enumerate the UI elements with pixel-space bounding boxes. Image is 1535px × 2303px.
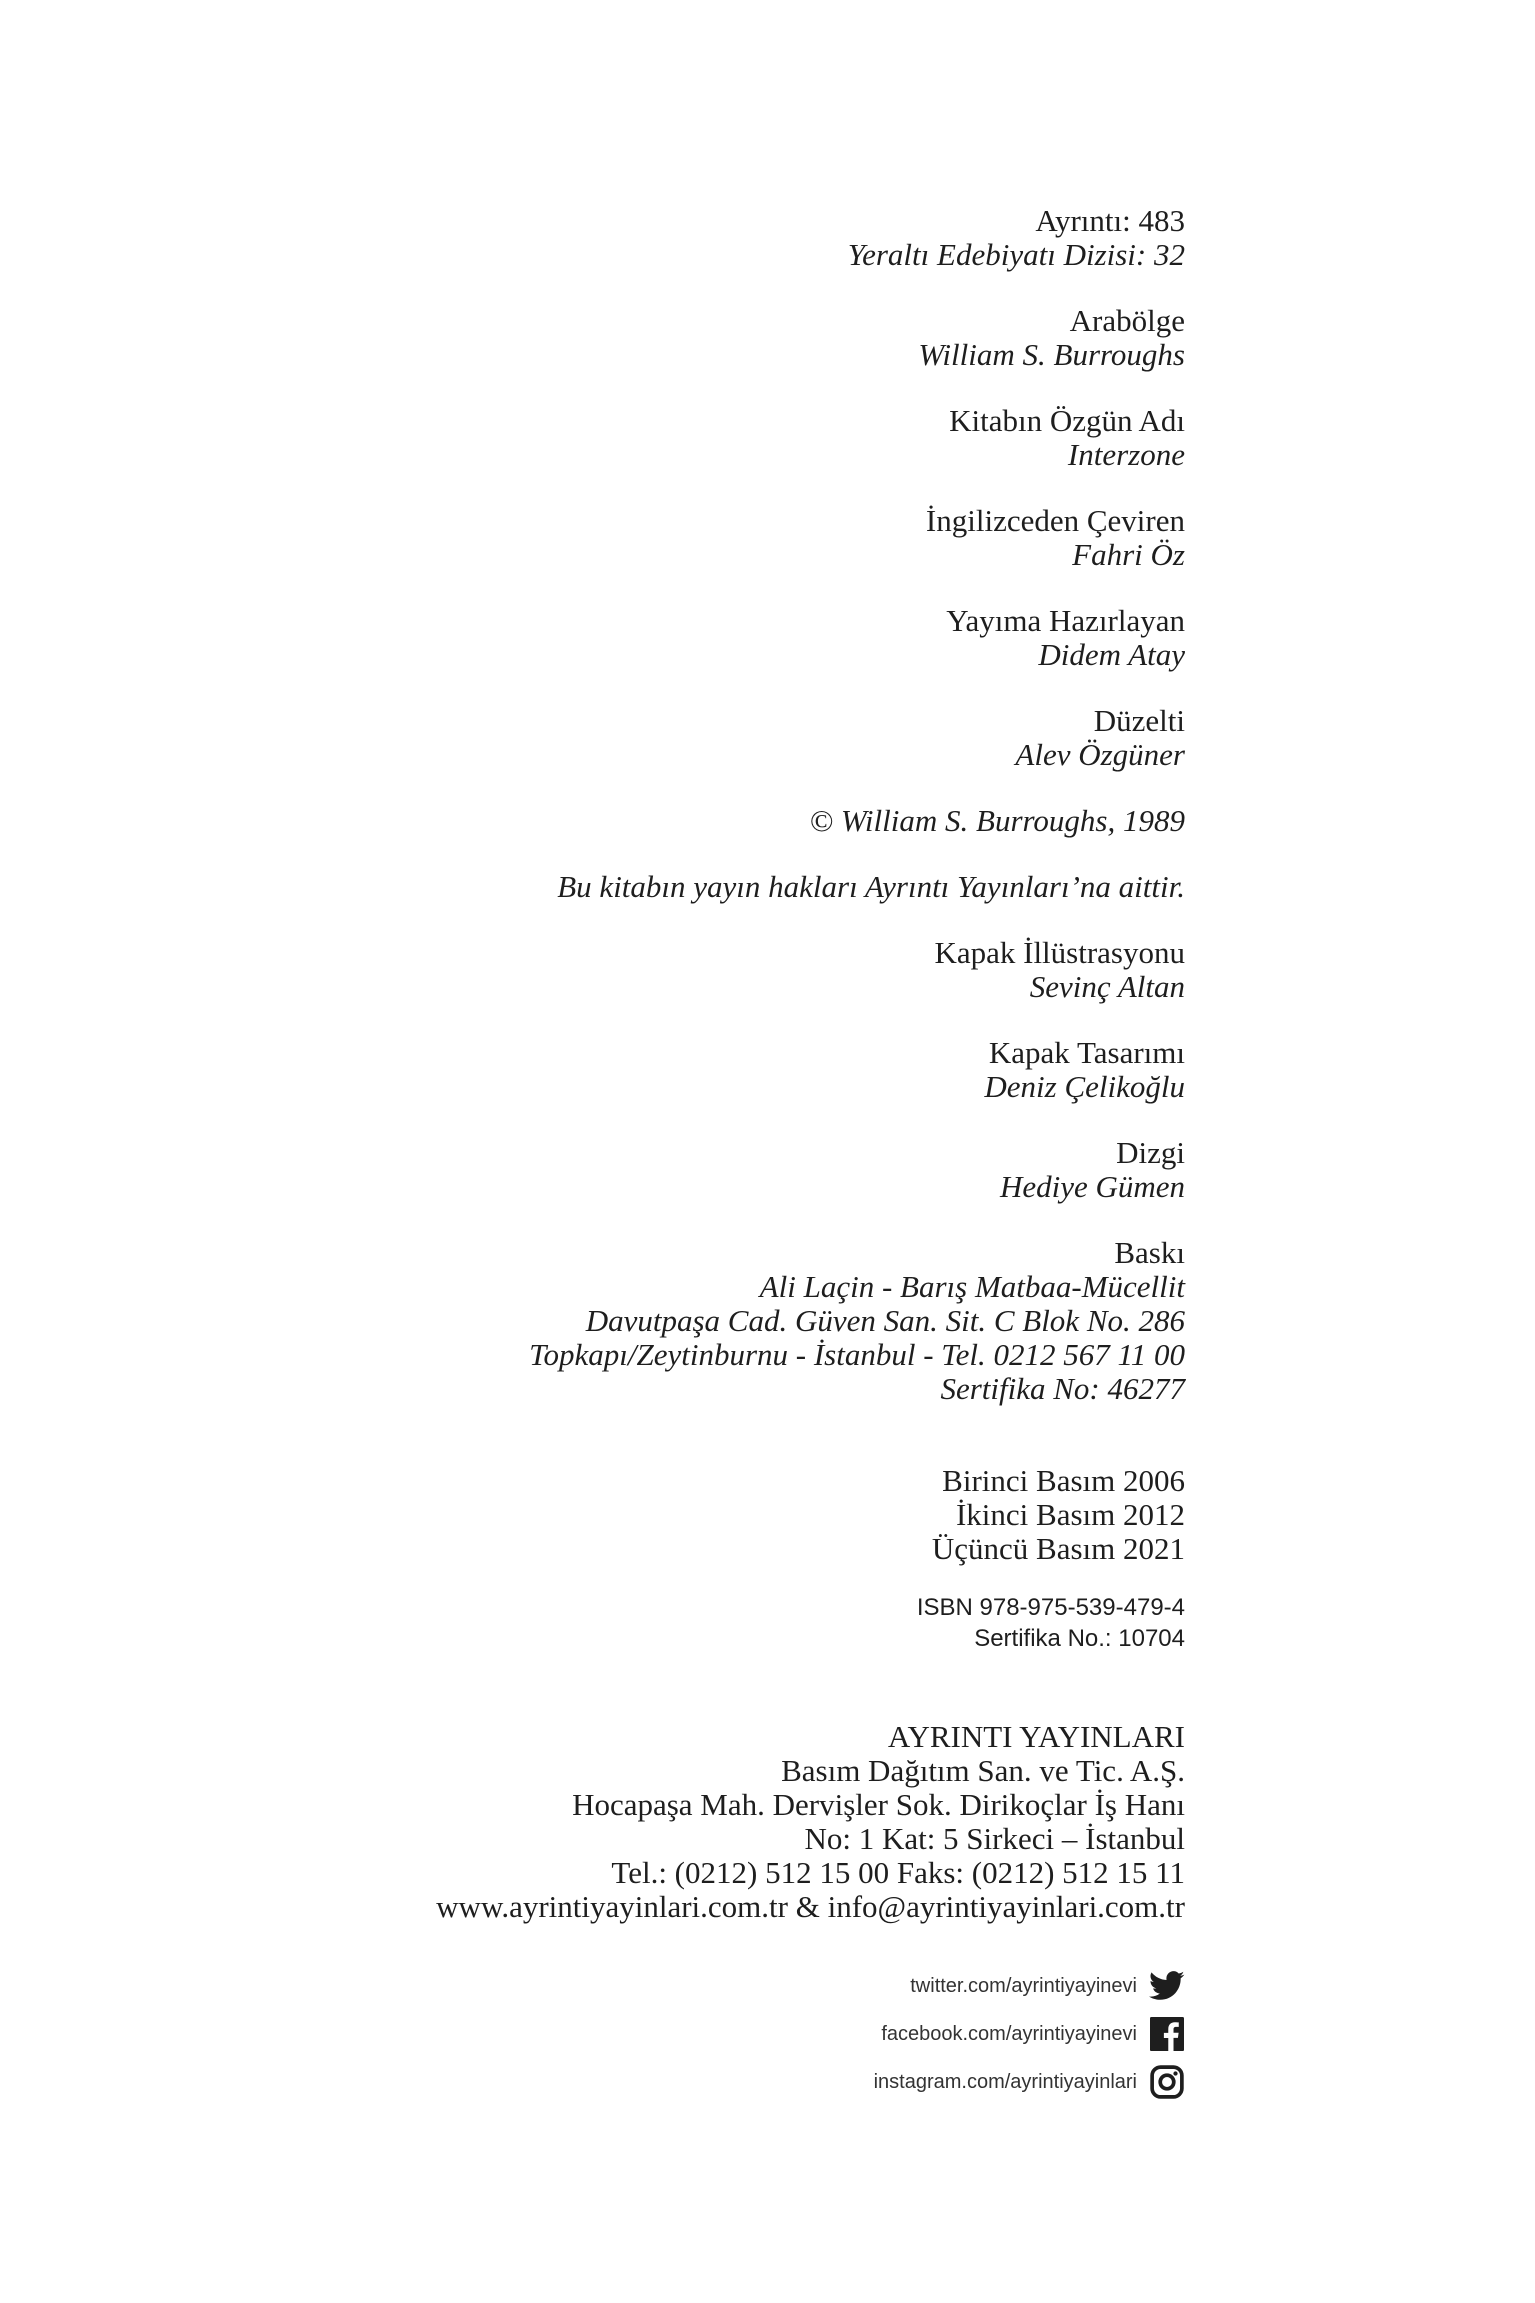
credit-value: Didem Atay xyxy=(1038,637,1185,672)
credit-label: Düzelti xyxy=(1093,703,1185,738)
credit-value: Alev Özgüner xyxy=(1015,737,1185,772)
credit-original-title xyxy=(85,404,1185,472)
copyright-notice: © William S. Burroughs, 1989 xyxy=(809,803,1185,838)
printing-line: Davutpaşa Cad. Güven San. Sit. C Blok No. 286 xyxy=(585,1303,1185,1338)
printing-block xyxy=(85,1236,1185,1406)
publisher-line: Basım Dağıtım San. ve Tic. A.Ş. xyxy=(781,1753,1185,1788)
credit-label: Kapak Tasarımı xyxy=(988,1035,1185,1070)
social-link-text[interactable]: facebook.com/ayrintiyayinevi xyxy=(881,2022,1137,2045)
credit-label: Yayıma Hazırlayan xyxy=(946,603,1185,638)
social-link-text[interactable]: instagram.com/ayrintiyayinlari xyxy=(873,2070,1137,2093)
colophon xyxy=(85,204,1185,1956)
printing-line: Sertifika No: 46277 xyxy=(940,1371,1185,1406)
credit-label: Kapak İllüstrasyonu xyxy=(934,935,1185,970)
social-links xyxy=(874,1962,1185,2106)
credit-value: Sevinç Altan xyxy=(1029,969,1185,1004)
copyright-block xyxy=(85,804,1185,838)
printing-line: Ali Laçin - Barış Matbaa-Mücellit xyxy=(759,1269,1185,1304)
credit-value: Hediye Gümen xyxy=(999,1169,1185,1204)
publisher-line: No: 1 Kat: 5 Sirkeci – İstanbul xyxy=(804,1821,1185,1856)
credit-title xyxy=(85,304,1185,372)
publisher-address-block xyxy=(85,1720,1185,1924)
credit-proofreader xyxy=(85,704,1185,772)
credit-typesetting xyxy=(85,1136,1185,1204)
isbn-number: ISBN 978-975-539-479-4 xyxy=(916,1594,1185,1621)
credit-value: William S. Burroughs xyxy=(918,337,1185,372)
social-link-text[interactable]: twitter.com/ayrintiyayinevi xyxy=(910,1974,1137,1997)
credit-cover-design xyxy=(85,1036,1185,1104)
isbn-certificate: Sertifika No.: 10704 xyxy=(974,1625,1185,1652)
credit-cover-illustration xyxy=(85,936,1185,1004)
publisher-number: Ayrıntı: 483 xyxy=(1035,203,1185,238)
credit-label: İngilizceden Çeviren xyxy=(925,503,1185,538)
publisher-line: Hocapaşa Mah. Dervişler Sok. Dirikoçlar İş Hanı xyxy=(572,1787,1185,1822)
isbn-block xyxy=(85,1592,1185,1654)
twitter-icon xyxy=(1149,1968,1185,2004)
series-block xyxy=(85,204,1185,272)
instagram-icon xyxy=(1149,2064,1185,2100)
social-facebook[interactable] xyxy=(874,2010,1185,2058)
credit-editor xyxy=(85,604,1185,672)
credit-value: Deniz Çelikoğlu xyxy=(984,1069,1185,1104)
editions-block xyxy=(85,1464,1185,1566)
credit-value: Interzone xyxy=(1067,437,1185,472)
publisher-web-email: www.ayrintiyayinlari.com.tr & info@ayrintiyayinlari.com.tr xyxy=(436,1889,1185,1924)
credit-label: Arabölge xyxy=(1069,303,1185,338)
social-instagram[interactable] xyxy=(874,2058,1185,2106)
credit-value: Fahri Öz xyxy=(1072,537,1185,572)
social-twitter[interactable] xyxy=(874,1962,1185,2010)
credit-translator xyxy=(85,504,1185,572)
printing-line: Topkapı/Zeytinburnu - İstanbul - Tel. 0212 567 11 00 xyxy=(529,1337,1185,1372)
series-name: Yeraltı Edebiyatı Dizisi: 32 xyxy=(847,237,1185,272)
rights-notice: Bu kitabın yayın hakları Ayrıntı Yayınları’na aittir. xyxy=(557,869,1185,904)
credit-label: Dizgi xyxy=(1116,1135,1185,1170)
edition-line: Üçüncü Basım 2021 xyxy=(931,1531,1185,1566)
edition-line: İkinci Basım 2012 xyxy=(955,1497,1185,1532)
publisher-line: Tel.: (0212) 512 15 00 Faks: (0212) 512 15 11 xyxy=(611,1855,1185,1890)
publisher-name: AYRINTI YAYINLARI xyxy=(887,1719,1185,1754)
facebook-icon xyxy=(1149,2016,1185,2052)
edition-line: Birinci Basım 2006 xyxy=(942,1463,1185,1498)
printing-label: Baskı xyxy=(1114,1235,1185,1270)
credit-label: Kitabın Özgün Adı xyxy=(949,403,1185,438)
rights-block xyxy=(85,870,1185,904)
